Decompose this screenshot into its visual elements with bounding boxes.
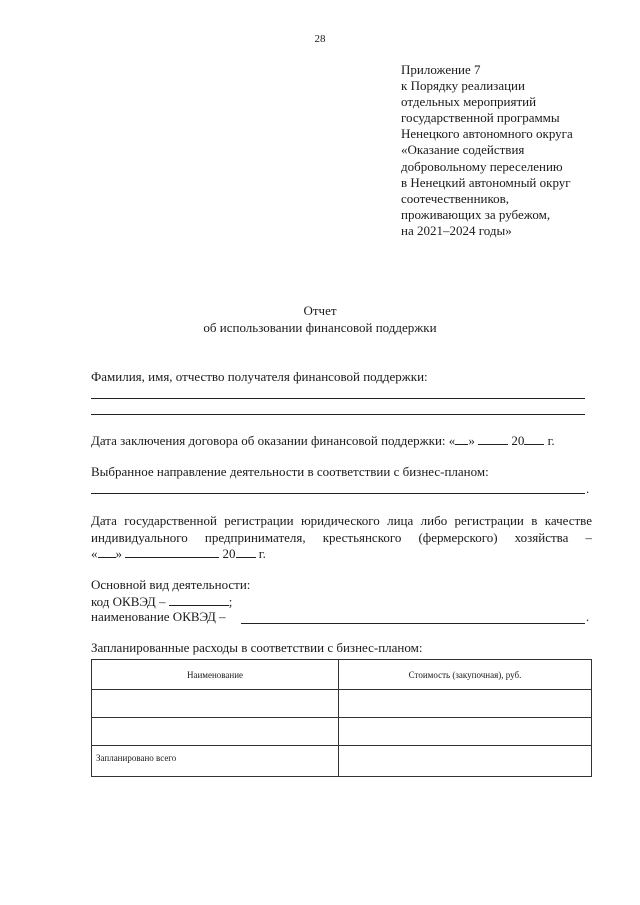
recipient-label: Фамилия, имя, отчество получателя финансовой поддержки: [91,369,428,384]
registration-line-2: индивидуального предпринимателя, крестьянского (фермерского) хозяйства – [91,530,592,545]
total-label: Запланировано всего [92,746,339,777]
report-title [0,302,640,336]
page-number: 28 [314,33,326,45]
okved-code-row [91,593,232,610]
expenses-table [91,659,592,777]
report-title-line2: об использовании финансовой поддержки [203,320,437,335]
activity-label: Основной вид деятельности: [91,577,251,592]
registration-open-quote: « [91,546,98,561]
direction-blank-line[interactable] [91,493,585,494]
okved-code-field[interactable] [169,593,229,606]
appendix-line: проживающих за рубежом, [401,206,551,222]
registration-year-prefix: 20 [222,546,236,561]
expenses-label: Запланированные расходы в соответствии с бизнес-планом: [91,640,423,655]
recipient-blank-line-1[interactable] [91,398,585,399]
report-title-line1: Отчет [303,303,337,318]
table-cell-name[interactable] [92,690,339,718]
contract-year-field[interactable] [524,432,544,445]
table-row [92,690,592,718]
registration-date-row [91,545,266,562]
contract-year-prefix: 20 [511,433,525,448]
registration-year-suffix: г. [258,546,266,561]
appendix-line: государственной программы [401,110,560,126]
direction-end: . [586,481,590,496]
okved-name-field[interactable] [241,623,585,624]
appendix-header [401,62,631,239]
appendix-line: в Ненецкий автономный округ [401,174,571,190]
contract-year-suffix: г. [547,433,555,448]
table-total-row [92,746,592,777]
column-header-cost: Стоимость (закупочная), руб. [339,660,592,690]
appendix-line: Приложение 7 [401,62,481,77]
okved-code-label: код ОКВЭД – [91,594,166,609]
contract-date-label: Дата заключения договора об оказании финансовой поддержки: « [91,433,456,448]
registration-year-field[interactable] [236,545,256,558]
registration-line-1: Дата государственной регистрации юридического лица либо регистрации в качестве [91,513,592,528]
contract-day-field[interactable] [455,432,468,445]
contract-month-field[interactable] [478,432,508,445]
appendix-line: на 2021–2024 годы» [401,222,512,238]
contract-date-quote: » [468,433,475,448]
appendix-line: Ненецкого автономного округа [401,126,573,142]
registration-day-field[interactable] [98,545,116,558]
table-cell-cost[interactable] [339,718,592,746]
appendix-line: «Оказание содействия [401,142,525,158]
appendix-line: к Порядку реализации [401,78,525,94]
table-cell-cost[interactable] [339,690,592,718]
registration-month-field[interactable] [125,545,219,558]
contract-date-row [91,432,555,449]
okved-name-end: . [586,609,590,624]
direction-label: Выбранное направление деятельности в соответствии с бизнес-планом: [91,464,489,479]
okved-code-end: ; [228,594,233,609]
total-value[interactable] [339,746,592,777]
appendix-line: отдельных мероприятий [401,94,537,110]
appendix-line: соотечественников, [401,190,510,206]
okved-name-label: наименование ОКВЭД – [91,609,226,624]
table-cell-name[interactable] [92,718,339,746]
appendix-line: добровольному переселению [401,158,563,174]
registration-close-quote: » [115,546,122,561]
table-header-row [92,660,592,690]
recipient-blank-line-2[interactable] [91,414,585,415]
column-header-name: Наименование [92,660,339,690]
table-row [92,718,592,746]
